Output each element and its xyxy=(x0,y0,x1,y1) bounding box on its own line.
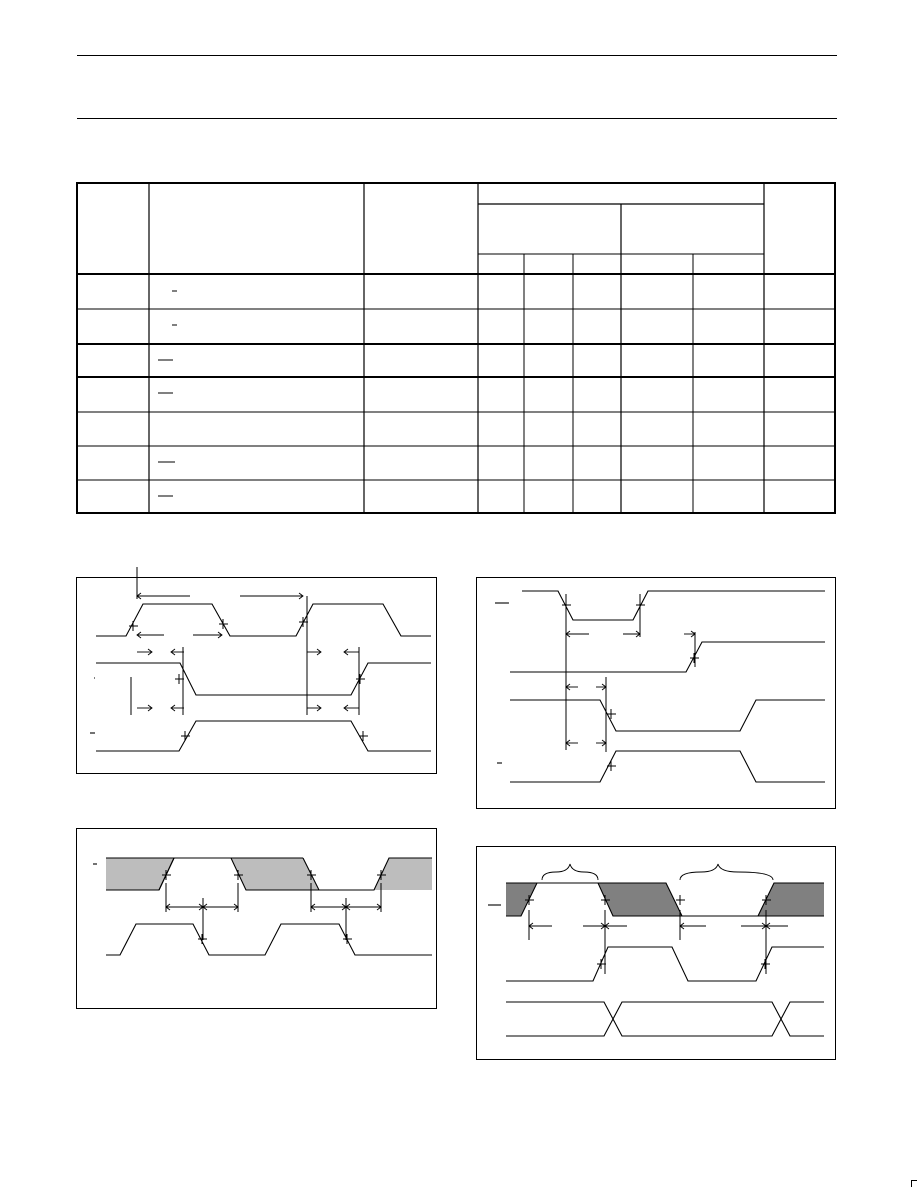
timing-diagram-1 xyxy=(76,577,437,774)
timing-diagram-3 xyxy=(76,828,437,1009)
registration-mark xyxy=(911,1180,917,1187)
header-rule-top xyxy=(77,55,837,56)
timing-diagram-4 xyxy=(476,846,836,1060)
header-rule-bottom xyxy=(77,118,837,119)
timing-diagram-2 xyxy=(476,577,836,809)
ac-characteristics-table xyxy=(76,182,836,514)
